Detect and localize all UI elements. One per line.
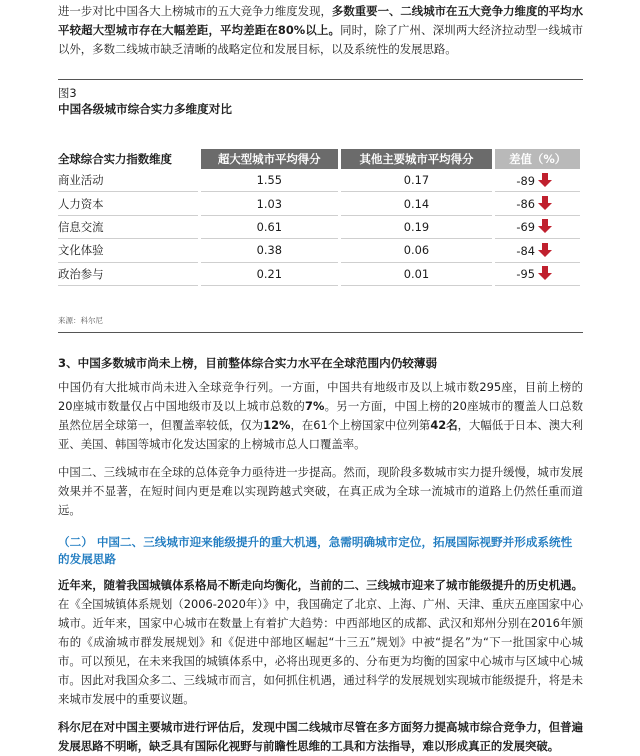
header-other-city-score: 其他主要城市平均得分 [341, 149, 493, 169]
cell-dimension: 人力资本 [58, 192, 198, 215]
cell-difference [495, 263, 580, 286]
difference-value: -84 [516, 243, 535, 258]
cell-other-score: 0.19 [341, 216, 493, 239]
text-run: 。另一方面，中国上榜的20座城市的覆盖人口总数虽然位居全球第一，但覆盖率较低，仅为 [58, 398, 584, 432]
table-row [58, 216, 580, 239]
header-mega-city-score: 超大型城市平均得分 [201, 149, 338, 169]
cell-mega-score: 0.21 [201, 263, 338, 286]
down-arrow-icon [538, 219, 552, 233]
subsection-paragraph-2 [58, 718, 583, 756]
intro-text-a: 进一步对比中国各大上榜城市的五大竞争力维度发现， [58, 4, 332, 18]
figure-source: 来源：科尔尼 [58, 315, 103, 325]
comparison-table [55, 149, 583, 286]
section-3-heading: 3、中国多数城市尚未上榜，目前整体综合实力水平在全球范围内仍较薄弱 [58, 355, 438, 370]
cell-other-score: 0.14 [341, 192, 493, 215]
down-arrow-icon [538, 173, 552, 187]
header-difference: 差值（%） [495, 149, 580, 169]
bold-run: 近年来，随着我国城镇体系格局不断走向均衡化，当前的二、三线城市迎来了城市能级提升的历史机遇。 [58, 577, 583, 592]
text-run: ，大幅低于日本、澳大利亚、美国、韩国等城市化发达国家的上榜城市总人口覆盖率。 [58, 417, 583, 451]
cell-difference [495, 216, 580, 239]
section-3-paragraph-2: 中国二、三线城市在全球的总体竞争力亟待进一步提高。然而，现阶段多数城市实力提升缓慢，城市发展效果并不显著，在短时间内更是难以实现跨越式突破，在真正成为全球一流城市的道路上仍然任重而道远。 [58, 464, 583, 517]
section-3-paragraph-1 [58, 378, 583, 454]
cell-dimension: 政治参与 [58, 263, 198, 286]
cell-difference [495, 192, 580, 215]
text-run: ，在61个上榜国家中位列第 [290, 417, 431, 432]
cell-dimension: 信息交流 [58, 216, 198, 239]
difference-value: -89 [516, 173, 535, 188]
difference-value: -86 [516, 197, 535, 212]
bold-run: 12% [263, 417, 291, 432]
text-run: 中国仍有大批城市尚未进入全球竞争行列。一方面，中国共有地级市及以上城市数295座，目前上榜的20座城市数量仅占中国地级市及以上城市总数的 [58, 379, 583, 413]
page [58, 0, 583, 756]
intro-paragraph [58, 2, 583, 59]
down-arrow-icon [538, 196, 552, 210]
figure-bottom-rule [58, 332, 583, 333]
figure-label: 图3 [58, 86, 77, 100]
figure-top-rule [58, 79, 583, 80]
figure-title: 中国各级城市综合实力多维度对比 [58, 102, 232, 116]
cell-mega-score: 1.55 [201, 169, 338, 192]
subsection-paragraph-1 [58, 576, 583, 709]
difference-value: -69 [516, 220, 535, 235]
cell-other-score: 0.06 [341, 239, 493, 262]
cell-other-score: 0.01 [341, 263, 493, 286]
cell-difference [495, 169, 580, 192]
difference-value: -95 [516, 267, 535, 282]
bold-run: 42名 [430, 417, 458, 432]
cell-mega-score: 1.03 [201, 192, 338, 215]
cell-mega-score: 0.38 [201, 239, 338, 262]
bold-run: 科尔尼在对中国主要城市进行评估后，发现中国二线城市尽管在多方面努力提高城市综合竞争力，但普遍发展思路不明晰，缺乏具有国际化视野与前瞻性思维的工具和方法指导，难以形成真正的发展突破。 [58, 719, 583, 753]
cell-difference [495, 239, 580, 262]
table-row [58, 239, 580, 262]
cell-dimension: 商业活动 [58, 169, 198, 192]
table-row [58, 169, 580, 192]
down-arrow-icon [538, 266, 552, 280]
table-row [58, 263, 580, 286]
header-dimension: 全球综合实力指数维度 [58, 149, 198, 169]
bold-run: 7% [305, 398, 325, 413]
text-run: 在《全国城镇体系规划（2006-2020年）》中，我国确定了北京、上海、广州、天津、重庆五座国家中心城市。近年来，国家中心城市在数量上有着扩大趋势：中西部地区的成都、武汉和郑州分别在2016年颁布的《成渝城市群发展规划》和《促进中部地区崛起“十三五”规划》中被“提名”为“下一批国家中心城市。可以预见，在未来我国的城镇体系中，必将出现更多的、分布更为均衡的国家中心城市与区域中心城市。因此对我国众多二、三线城市而言，如何抓住机遇，通过科学的发展规划实现城市能级提升，将是未来城市发展中的重要议题。 [58, 596, 583, 706]
intro-text-bold: 多数重要一、二线城市在五大竞争力维度的平均水平较超大型城市存在大幅差距，平均差距在80%以上。 [58, 4, 583, 37]
down-arrow-icon [538, 243, 552, 257]
cell-dimension: 文化体验 [58, 239, 198, 262]
cell-other-score: 0.17 [341, 169, 493, 192]
intro-text-c: 同时，除了广州、深圳两大经济拉动型一线城市以外，多数二线城市缺乏清晰的战略定位和发展目标，以及系统性的发展思路。 [58, 23, 583, 56]
subsection-heading: （二） 中国二、三线城市迎来能级提升的重大机遇，急需明确城市定位，拓展国际视野并形成系统性的发展思路 [58, 534, 573, 566]
cell-mega-score: 0.61 [201, 216, 338, 239]
table-header-row [58, 149, 580, 169]
table-row [58, 192, 580, 215]
